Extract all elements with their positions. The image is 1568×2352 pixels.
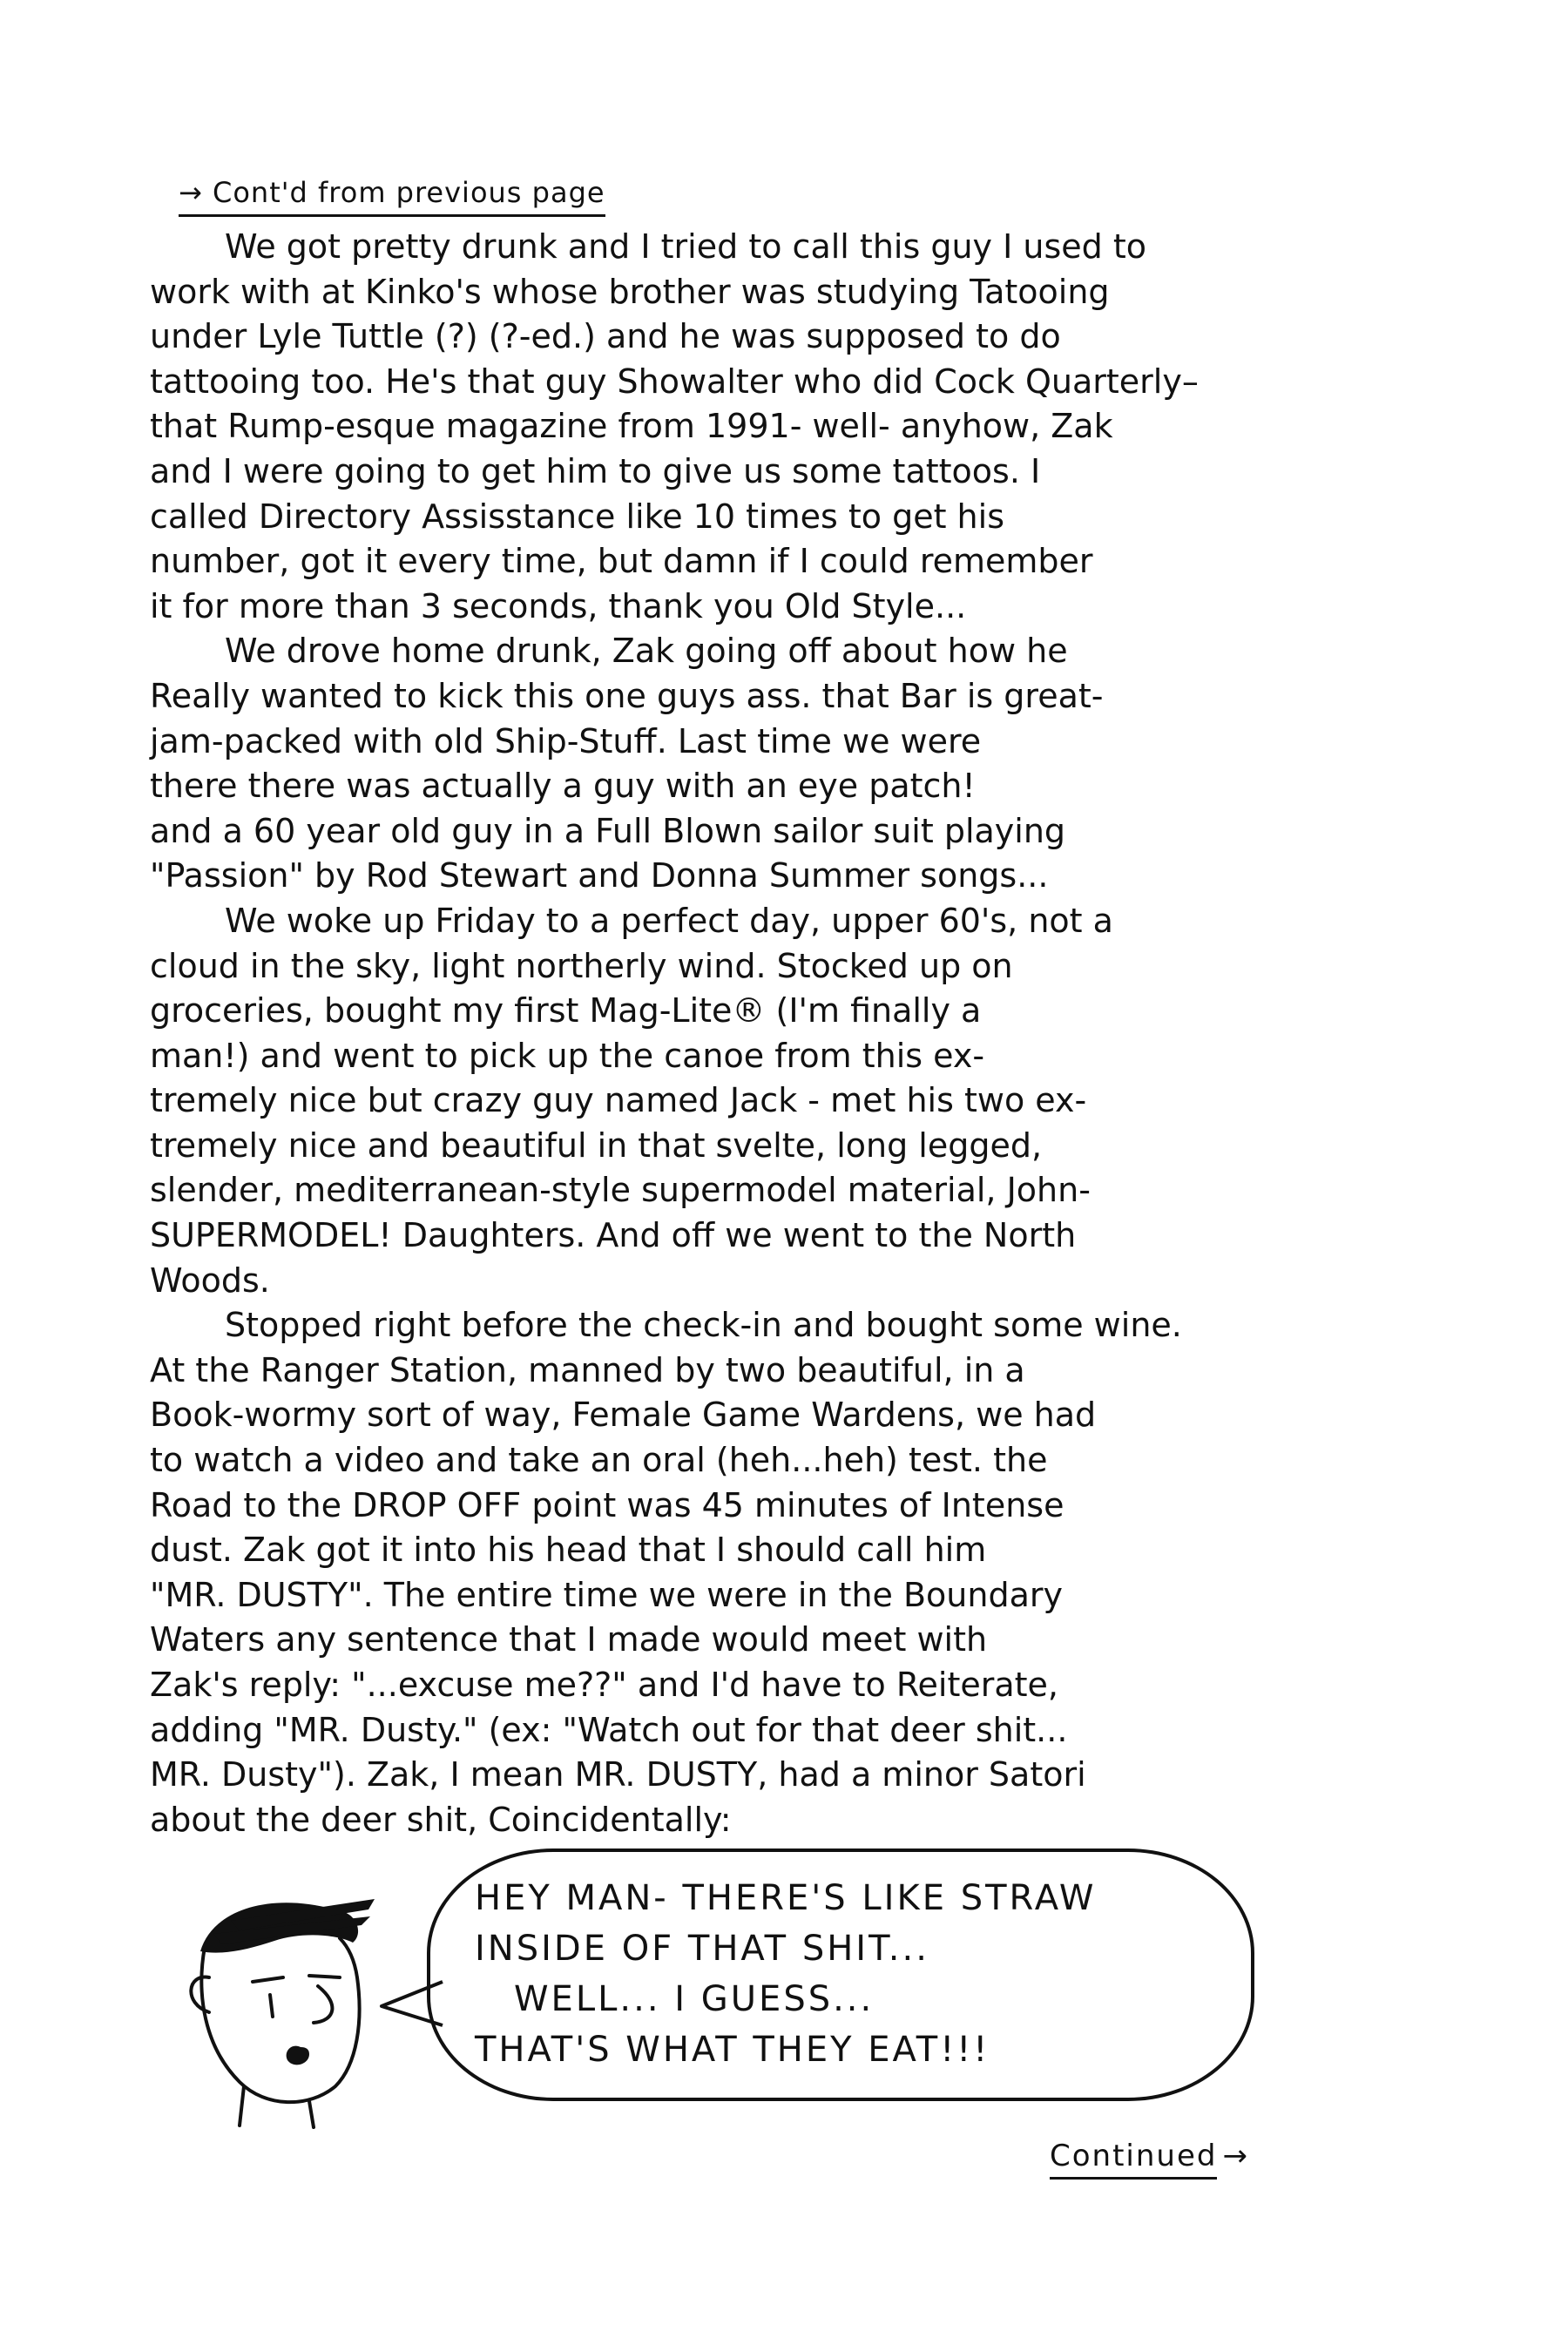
arrow-right-icon: → (1222, 2139, 1249, 2173)
body-line: Woods. (150, 1260, 270, 1300)
body-line: jam-packed with old Ship-Stuff. Last time we were (150, 721, 982, 760)
body-line: adding "MR. Dusty." (ex: "Watch out for that deer shit... (150, 1710, 1068, 1749)
body-line: slender, mediterranean-style supermodel material, John- (150, 1171, 1091, 1210)
body-line: "Passion" by Rod Stewart and Donna Summer songs... (150, 856, 1049, 896)
body-line: groceries, bought my first Mag-Lite® (I'm finally a (150, 991, 982, 1031)
body-line: work with at Kinko's whose brother was studying Tatooing (150, 272, 1110, 311)
body-line: tattooing too. He's that guy Showalter who did Cock Quarterly– (150, 362, 1199, 401)
body-line: dust. Zak got it into his head that I should call him (150, 1531, 987, 1570)
body-line: tremely nice and beautiful in that svelte, long legged, (150, 1125, 1043, 1165)
body-line: Road to the DROP OFF point was 45 minutes of Intense (150, 1485, 1064, 1524)
continued-footer (1050, 2139, 1249, 2173)
body-line: man!) and went to pick up the canoe from this ex- (150, 1036, 985, 1075)
bubble-line: INSIDE OF THAT SHIT... (475, 1929, 929, 1969)
body-line: that Rump-esque magazine from 1991- well- anyhow, Zak (150, 407, 1113, 446)
cartoon-face-illustration (170, 1873, 396, 2134)
body-line: Zak's reply: "...excuse me??" and I'd have to Reiterate, (150, 1666, 1059, 1704)
body-line: it for more than 3 seconds, thank you Old Style... (150, 586, 967, 625)
body-line: We woke up Friday to a perfect day, upper 60's, not a (225, 901, 1113, 940)
body-line: cloud in the sky, light northerly wind. Stocked up on (150, 946, 1013, 985)
body-line: Really wanted to kick this one guys ass. that Bar is great- (150, 676, 1104, 715)
body-line: We got pretty drunk and I tried to call this guy I used to (225, 227, 1147, 266)
body-line: there there was actually a guy with an eye patch! (150, 767, 976, 806)
body-line: SUPERMODEL! Daughters. And off we went to the North (150, 1216, 1077, 1255)
body-line: At the Ranger Station, manned by two beautiful, in a (150, 1350, 1025, 1389)
body-line: Waters any sentence that I made would meet with (150, 1620, 988, 1659)
body-line: MR. Dusty"). Zak, I mean MR. DUSTY, had a minor Satori (150, 1755, 1086, 1794)
body-line: number, got it every time, but damn if I could remember (150, 542, 1093, 581)
body-line: We drove home drunk, Zak going off about how he (225, 632, 1068, 671)
body-line: Book-wormy sort of way, Female Game Wardens, we had (150, 1396, 1097, 1435)
bubble-line: WELL... I GUESS... (514, 1979, 875, 2019)
body-line: tremely nice but crazy guy named Jack - met his two ex- (150, 1081, 1087, 1120)
body-line: and I were going to get him to give us some tattoos. I (150, 451, 1041, 490)
body-line: Stopped right before the check-in and bought some wine. (225, 1306, 1182, 1345)
body-line: to watch a video and take an oral (heh...heh) test. the (150, 1441, 1048, 1480)
speech-bubble-text (475, 1873, 1224, 2075)
bubble-line: THAT'S WHAT THEY EAT!!! (475, 2030, 990, 2070)
body-line: called Directory Assisstance like 10 times to get his (150, 497, 1004, 536)
body-line: under Lyle Tuttle (?) (?-ed.) and he was supposed to do (150, 317, 1061, 356)
bubble-line: HEY MAN- THERE'S LIKE STRAW (475, 1878, 1097, 1918)
body-line: and a 60 year old guy in a Full Blown sailor suit playing (150, 811, 1066, 850)
continued-label: Continued (1050, 2139, 1217, 2180)
body-line: "MR. DUSTY". The entire time we were in the Boundary (150, 1575, 1063, 1614)
continuation-header: → Cont'd from previous page (179, 176, 605, 217)
body-line: about the deer shit, Coincidentally: (150, 1800, 732, 1839)
handwritten-body (150, 225, 1439, 1842)
